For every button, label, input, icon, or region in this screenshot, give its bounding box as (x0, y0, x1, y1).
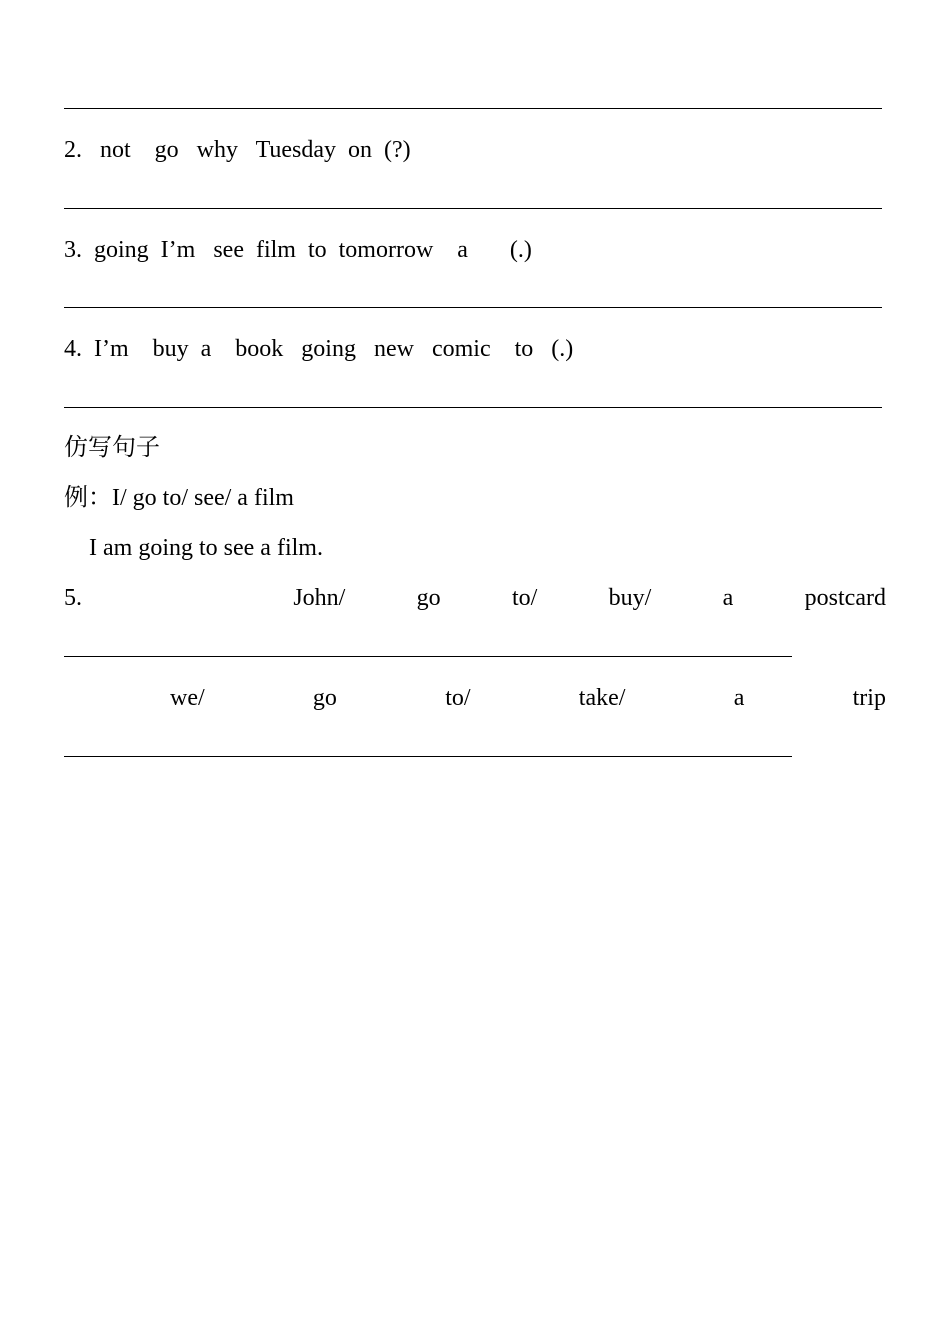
question-6 (170, 686, 886, 710)
word-chunk: take/ (578, 685, 626, 711)
question-4: 4. I’m buy a book going new comic to (.) (64, 336, 574, 362)
question-3: 3. going I’m see film to tomorrow a (.) (64, 237, 532, 263)
word-chunk: postcard (804, 585, 886, 611)
answer-line-3[interactable] (64, 307, 882, 308)
word-chunk: trip (852, 685, 886, 711)
answer-line-5[interactable] (64, 656, 792, 657)
section-heading: 仿写句子 (64, 435, 160, 461)
answer-line-4[interactable] (64, 407, 882, 408)
word-chunk: go (312, 685, 337, 711)
word-chunk: John/ (293, 585, 346, 611)
word-chunk: to/ (445, 685, 471, 711)
question-5 (64, 586, 886, 610)
word-chunk: to/ (512, 585, 538, 611)
answer-line-1[interactable] (64, 108, 882, 109)
word-chunk: go (416, 585, 441, 611)
question-2: 2. not go why Tuesday on (?) (64, 137, 411, 163)
answer-line-6[interactable] (64, 756, 792, 757)
answer-line-2[interactable] (64, 208, 882, 209)
example-answer: I am going to see a film. (89, 535, 323, 561)
word-chunk: a (733, 685, 745, 711)
example-prompt: 例：I/ go to/ see/ a film (64, 485, 294, 511)
word-chunk: a (722, 585, 734, 611)
word-chunk: buy/ (608, 585, 652, 611)
word-chunk: we/ (170, 685, 205, 711)
question-number: 5. (64, 585, 82, 611)
